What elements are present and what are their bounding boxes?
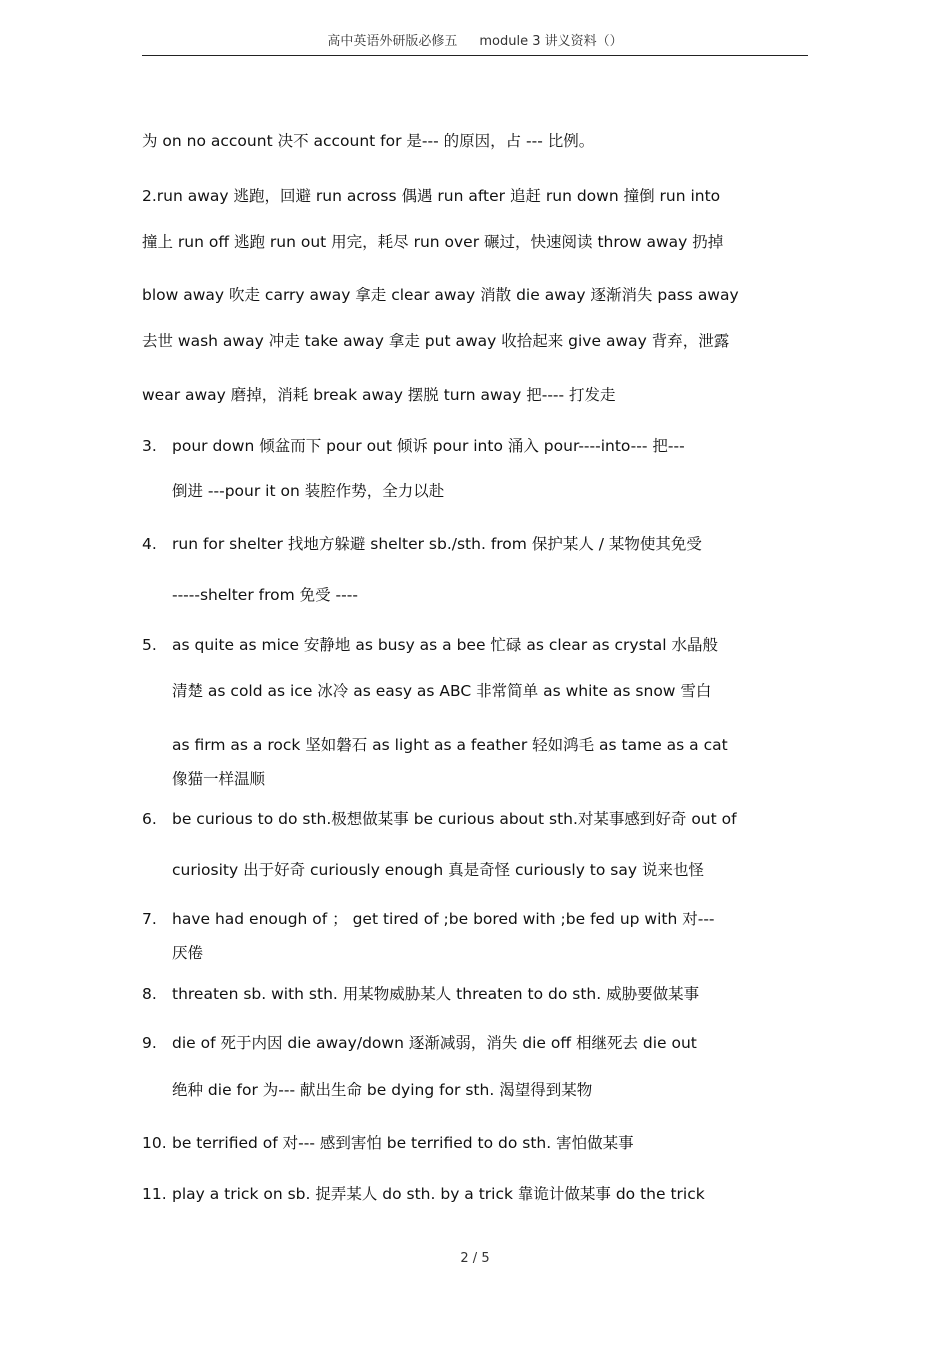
item-line: 像猫一样温顺 <box>172 770 266 788</box>
item-number: 7. <box>142 910 157 928</box>
text-line: 为 on no account 决不 account for 是--- 的原因，占 --- 比例。 <box>142 132 595 150</box>
item-line: 厌倦 <box>172 944 204 962</box>
item-number: 3. <box>142 437 157 455</box>
text-line: blow away 吹走 carry away 拿走 clear away 消散 die away 逐渐消失 pass away <box>142 286 739 304</box>
text-line: 2.run away 逃跑，回避 run across 偶遇 run after 追赶 run down 撞倒 run into <box>142 187 721 205</box>
header-divider <box>142 55 808 56</box>
header-title-module: module 3 讲义资料（） <box>479 34 623 49</box>
text-line: 去世 wash away 冲走 take away 拿走 put away 收拾起来 give away 背弃，泄露 <box>142 332 730 350</box>
item-line: 倒进 ---pour it on 装腔作势，全力以赴 <box>172 482 445 500</box>
item-line: pour down 倾盆而下 pour out 倾诉 pour into 涌入 pour----into--- 把--- <box>172 437 685 455</box>
item-line: curiosity 出于好奇 curiously enough 真是奇怪 curiously to say 说来也怪 <box>172 861 704 879</box>
item-number: 8. <box>142 985 157 1003</box>
item-line: threaten sb. with sth. 用某物威胁某人 threaten to do sth. 威胁要做某事 <box>172 985 700 1003</box>
item-number: 6. <box>142 810 157 828</box>
item-line: as quite as mice 安静地 as busy as a bee 忙碌 as clear as crystal 水晶般 <box>172 636 718 654</box>
item-line: run for shelter 找地方躲避 shelter sb./sth. from 保护某人 / 某物使其免受 <box>172 535 702 553</box>
item-line: be terrified of 对--- 感到害怕 be terrified to do sth. 害怕做某事 <box>172 1134 634 1152</box>
item-number: 5. <box>142 636 157 654</box>
item-number: 4. <box>142 535 157 553</box>
page-header <box>142 30 808 49</box>
page-number: 2 / 5 <box>460 1251 490 1266</box>
item-line: play a trick on sb. 捉弄某人 do sth. by a trick 靠诡计做某事 do the trick <box>172 1185 705 1203</box>
item-line: 清楚 as cold as ice 冰冷 as easy as ABC 非常简单 as white as snow 雪白 <box>172 682 712 700</box>
text-line: wear away 磨掉，消耗 break away 摆脱 turn away 把---- 打发走 <box>142 386 616 404</box>
item-number: 11. <box>142 1185 167 1203</box>
item-line: -----shelter from 免受 ---- <box>172 586 358 604</box>
item-line: as firm as a rock 坚如磐石 as light as a feather 轻如鸿毛 as tame as a cat <box>172 736 728 754</box>
item-line: have had enough of ； get tired of ;be bored with ;be fed up with 对--- <box>172 910 715 928</box>
text-line: 撞上 run off 逃跑 run out 用完，耗尽 run over 碾过，快速阅读 throw away 扔掉 <box>142 233 724 251</box>
header-title-cn: 高中英语外研版必修五 <box>327 34 458 49</box>
item-number: 10. <box>142 1134 167 1152</box>
item-line: be curious to do sth.极想做某事 be curious about sth.对某事感到好奇 out of <box>172 810 737 828</box>
item-number: 9. <box>142 1034 157 1052</box>
item-line: die of 死于内因 die away/down 逐渐减弱，消失 die off 相继死去 die out <box>172 1034 697 1052</box>
item-line: 绝种 die for 为--- 献出生命 be dying for sth. 渴望得到某物 <box>172 1081 593 1099</box>
